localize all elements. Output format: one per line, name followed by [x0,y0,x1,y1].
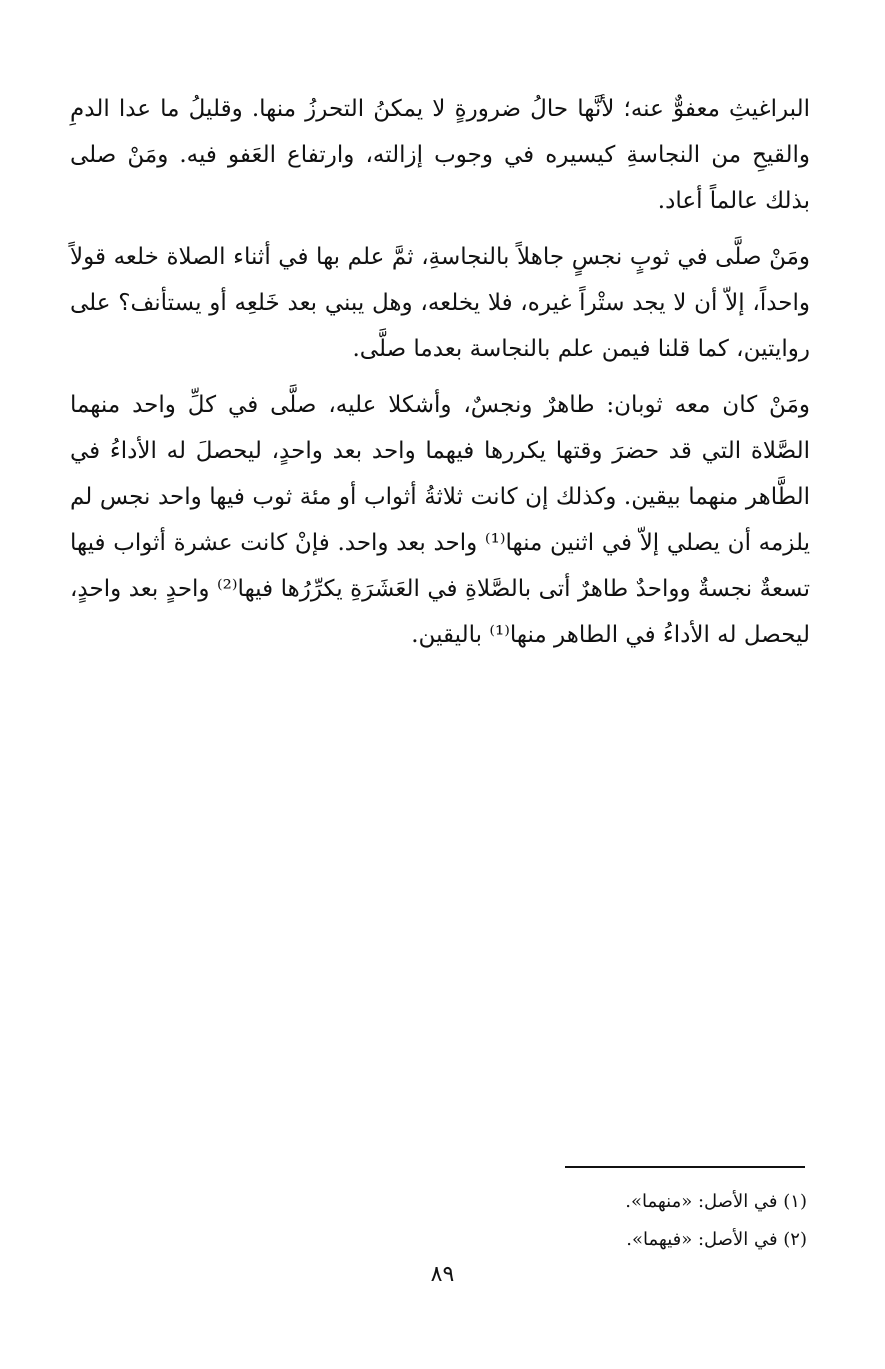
paragraph-3: ومَنْ كان معه ثوبان: طاهرٌ ونجسٌ، وأشكلا عليه، صلَّى في كلِّ واحد منهما الصَّلاة التي قد حضرَ وقتها يكررها فيهما واحد بعد واحدٍ، ليحصلَ له الأداءُ في الطَّاهر منهما بيقين. وكذلك إن كانت ثلاثةُ أثواب أو مئة ثوب فيها واحد نجس لم يلزمه أن يصلي إلاّ في اثنين منها⁽¹⁾ واحد بعد واحد. فإنْ كانت عشرة أثواب فيها تسعةٌ نجسةٌ وواحدٌ طاهرٌ أتى بالصَّلاةِ في العَشَرَةِ يكرِّرُها فيها⁽²⁾ واحدٍ بعد واحدٍ، ليحصل له الأداءُ في الطاهر منها⁽¹⁾ باليقين. [70,392,810,648]
paragraph-1: البراغيثِ معفوٌّ عنه؛ لأنَّها حالُ ضرورةٍ لا يمكنُ التحرزُ منها. وقليلُ ما عدا الدمِ والقيحِ من النجاسةِ كيسيره في وجوب إزالته، وارتفاع العَفو فيه. ومَنْ صلى بذلك عالماً أعاد. [70,96,810,214]
main-text [70,86,810,668]
footnote-1: (١) في الأصل: «منهما». [625,1191,807,1212]
page-number: ٨٩ [430,1262,455,1287]
paragraph-2: ومَنْ صلَّى في ثوبٍ نجسٍ جاهلاً بالنجاسةِ، ثمَّ علم بها في أثناء الصلاة خلعه قولاً واحداً، إلاّ أن لا يجد ستْراً غيره، فلا يخلعه، وهل يبني بعد خَلعِه أو يستأنف؟ على روايتين، كما قلنا فيمن علم بالنجاسة بعدما صلَّى. [70,244,810,362]
footnote-2: (٢) في الأصل: «فيهما». [626,1229,807,1250]
footnotes [307,1183,807,1259]
footnote-separator [565,1166,805,1168]
